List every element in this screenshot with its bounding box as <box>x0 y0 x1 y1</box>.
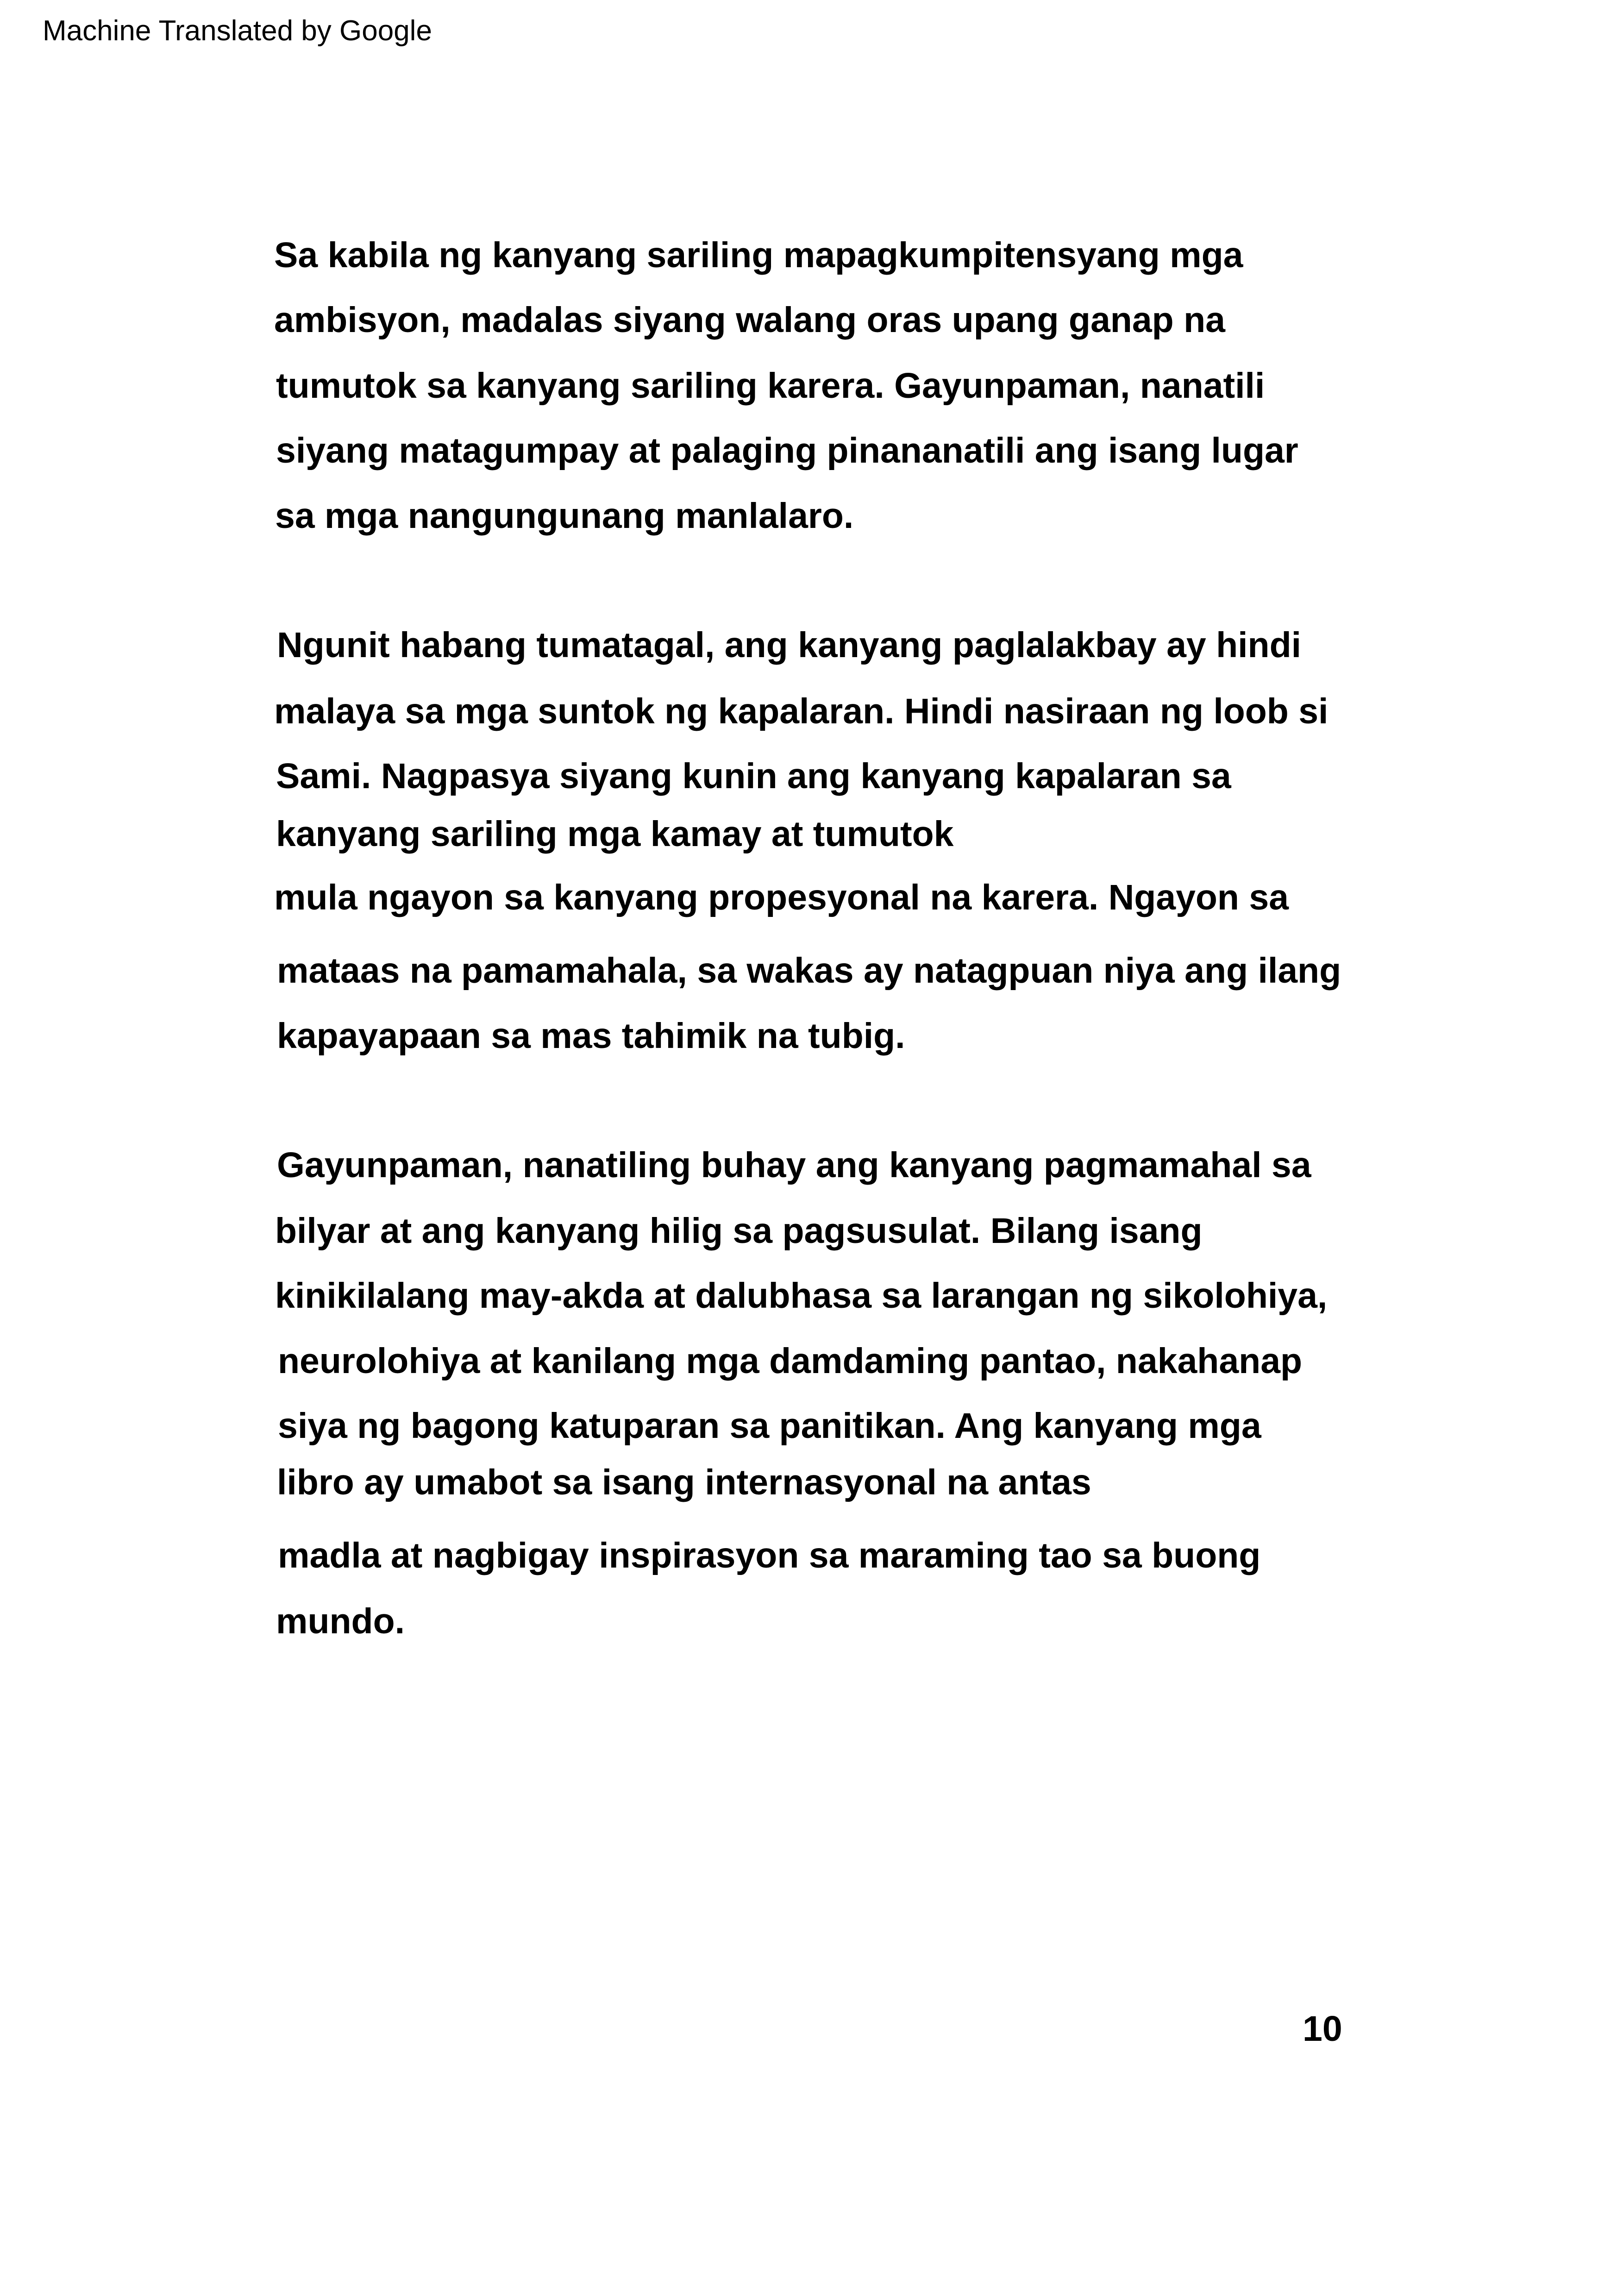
page-number: 10 <box>1303 2009 1342 2049</box>
text-line: sa mga nangungunang manlalaro. <box>275 496 854 536</box>
machine-translated-banner: Machine Translated by Google <box>43 15 432 47</box>
text-line: kinikilalang may-akda at dalubhasa sa larangan ng sikolohiya, <box>275 1276 1328 1316</box>
text-line: Sa kabila ng kanyang sariling mapagkumpitensyang mga <box>274 235 1243 275</box>
text-line: bilyar at ang kanyang hilig sa pagsusulat. Bilang isang <box>275 1211 1203 1251</box>
text-line: kanyang sariling mga kamay at tumutok <box>276 814 954 854</box>
text-line: Sami. Nagpasya siyang kunin ang kanyang kapalaran sa <box>276 756 1231 796</box>
text-line: mataas na pamamahala, sa wakas ay natagpuan niya ang ilang <box>277 951 1341 991</box>
text-line: neurolohiya at kanilang mga damdaming pantao, nakahanap <box>278 1341 1303 1381</box>
text-line: siyang matagumpay at palaging pinananatili ang isang lugar <box>276 431 1298 470</box>
text-line: malaya sa mga suntok ng kapalaran. Hindi nasiraan ng loob si <box>274 691 1329 731</box>
text-line: ambisyon, madalas siyang walang oras upang ganap na <box>274 300 1225 340</box>
text-line: madla at nagbigay inspirasyon sa maraming tao sa buong <box>278 1536 1261 1575</box>
text-line: kapayapaan sa mas tahimik na tubig. <box>277 1016 905 1056</box>
text-line: mula ngayon sa kanyang propesyonal na karera. Ngayon sa <box>274 878 1289 917</box>
text-line: siya ng bagong katuparan sa panitikan. Ang kanyang mga <box>278 1406 1261 1446</box>
text-line: Gayunpaman, nanatiling buhay ang kanyang pagmamahal sa <box>277 1145 1311 1185</box>
text-line: Ngunit habang tumatagal, ang kanyang paglalakbay ay hindi <box>277 625 1302 665</box>
text-line: tumutok sa kanyang sariling karera. Gayunpaman, nanatili <box>276 366 1265 406</box>
text-line: libro ay umabot sa isang internasyonal na antas <box>277 1462 1091 1502</box>
text-line: mundo. <box>276 1601 405 1641</box>
